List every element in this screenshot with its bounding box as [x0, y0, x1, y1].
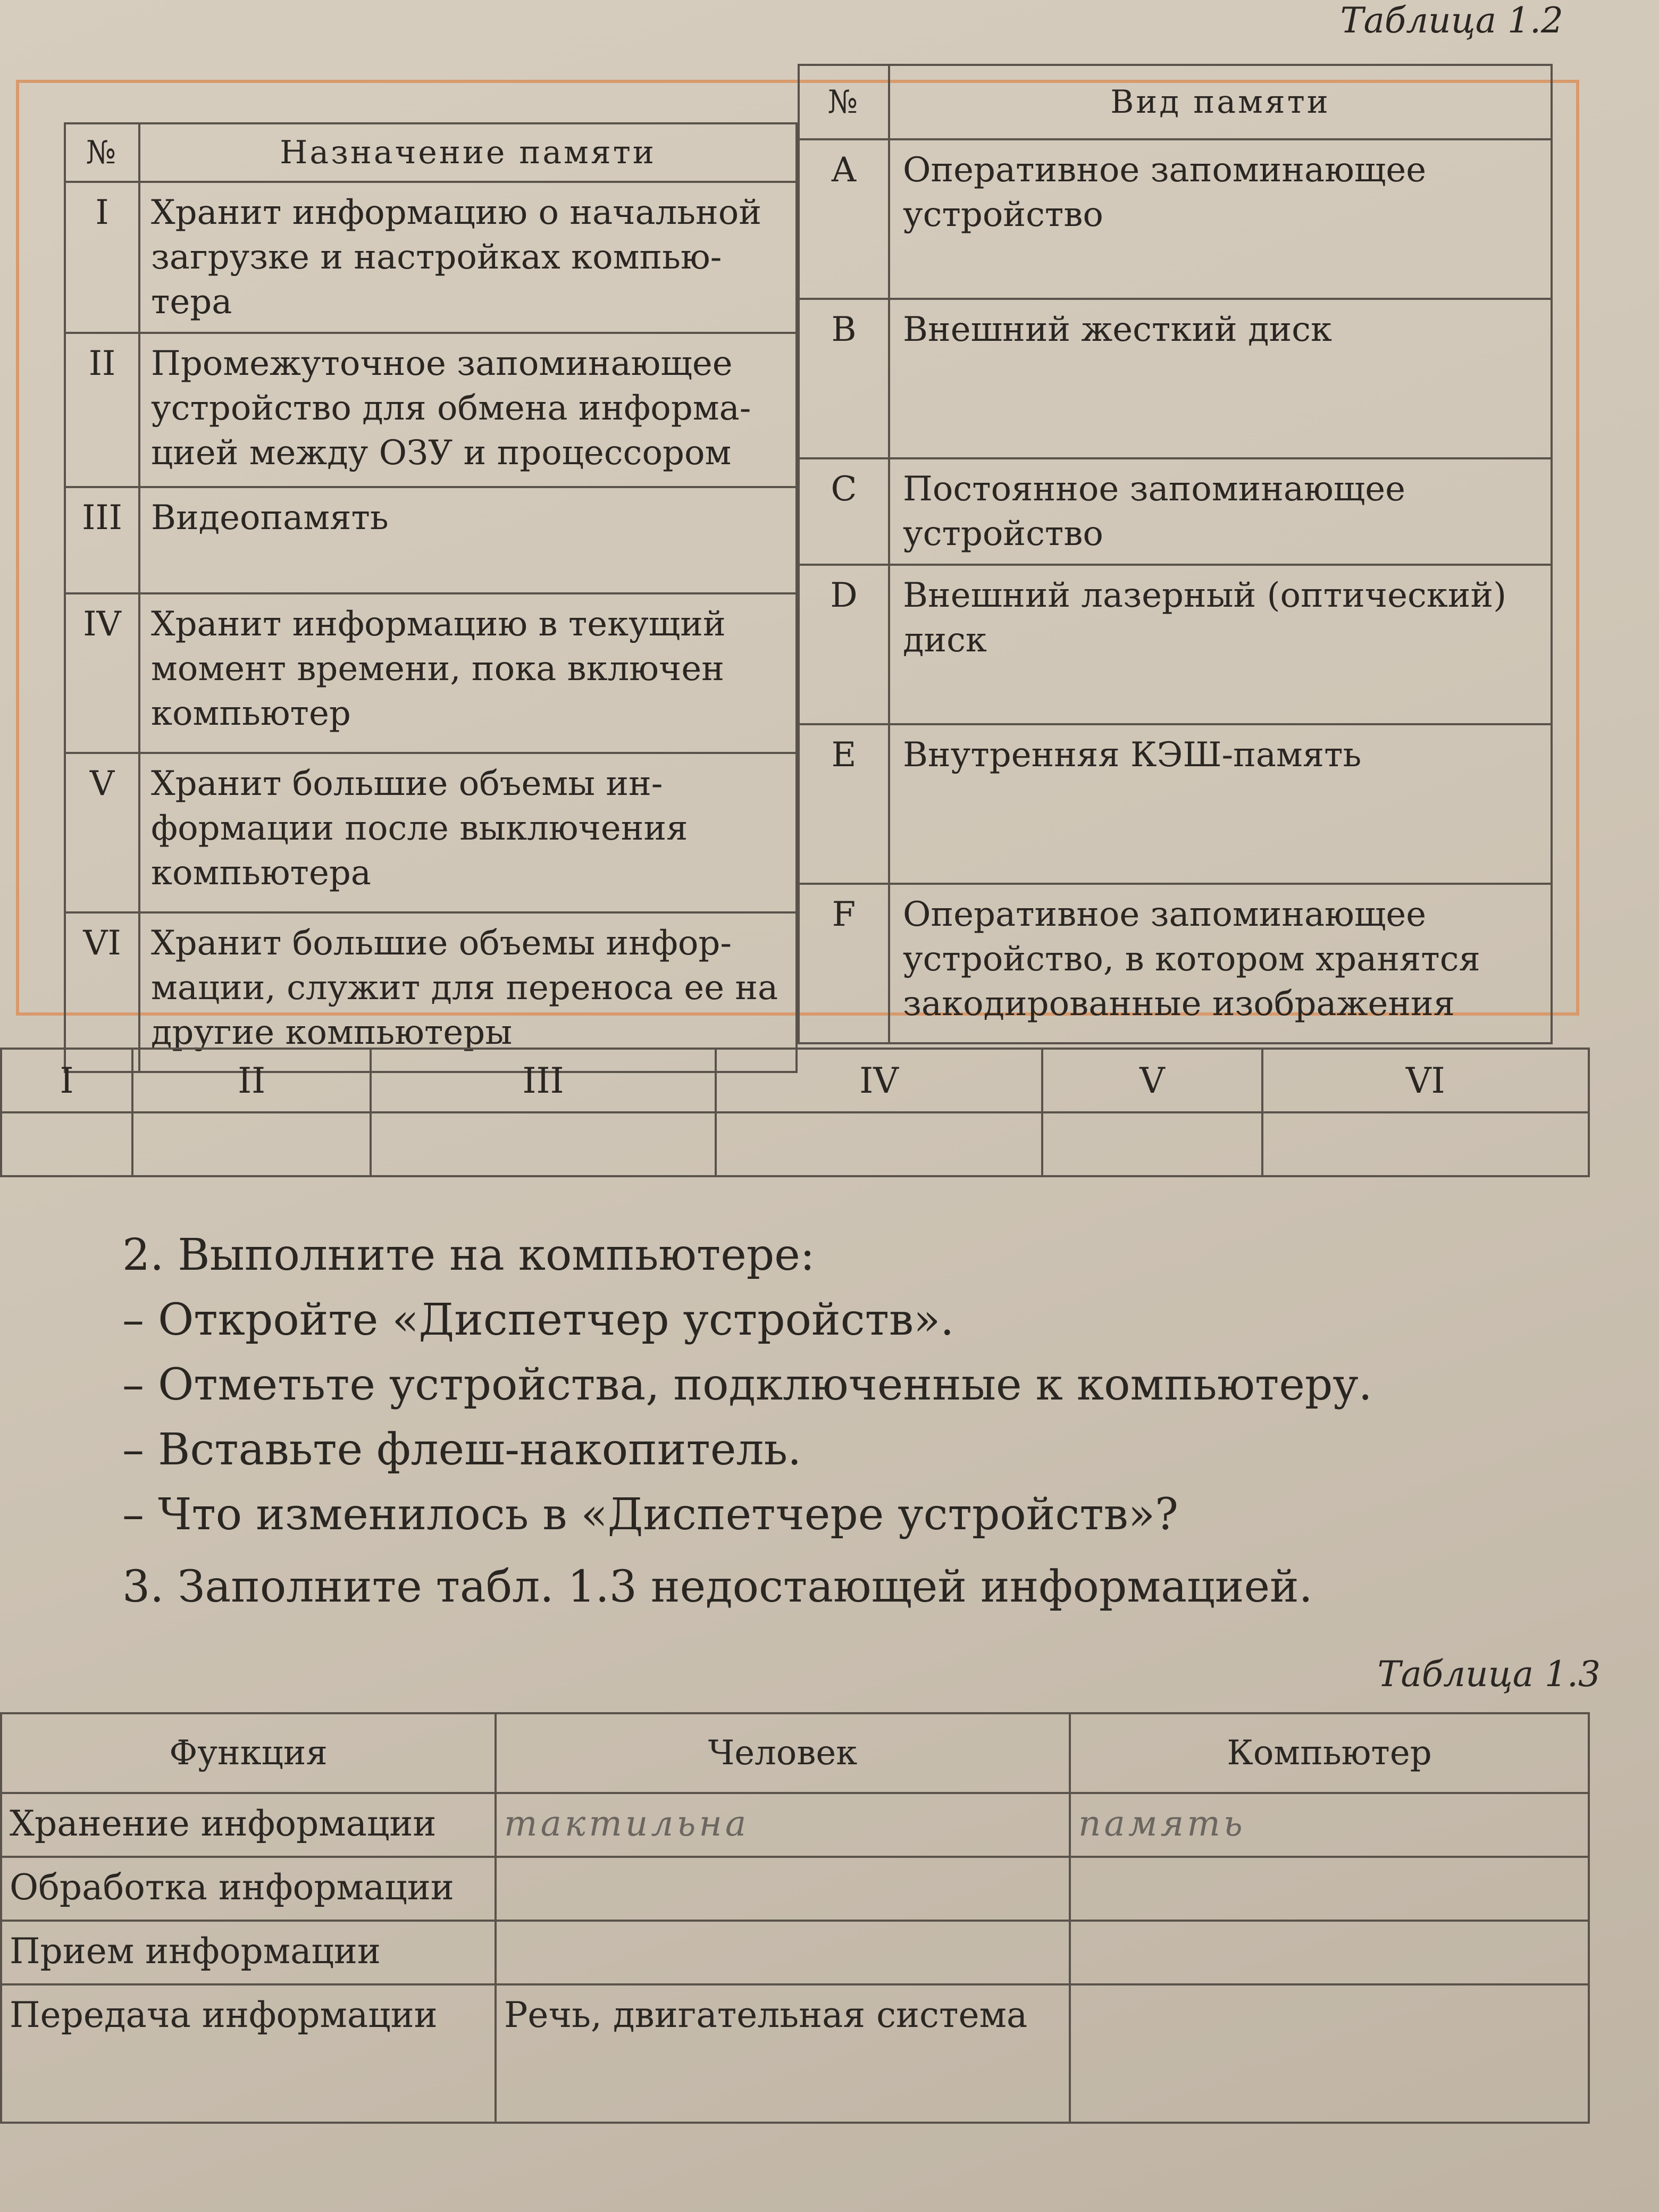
function-cell: Хранение информации — [1, 1793, 496, 1857]
memory-type-text: Постоянное запоминающее устройство — [889, 458, 1552, 565]
table-1-2-caption: Таблица 1.2 — [1340, 0, 1563, 41]
answer-blank-cell[interactable] — [1262, 1112, 1589, 1176]
answer-header-cell: II — [132, 1049, 371, 1112]
column-header-computer: Компьютер — [1070, 1713, 1589, 1793]
row-letter: A — [799, 139, 889, 299]
row-number: II — [65, 333, 139, 487]
row-letter: E — [799, 724, 889, 884]
handwritten-answer[interactable]: память — [1070, 1793, 1589, 1857]
table-1-3-caption: Таблица 1.3 — [1377, 1654, 1601, 1695]
memory-type-text: Оперативное запоминающее устройство, в котором хранятся закодированные изображения — [889, 884, 1552, 1043]
table-row — [65, 333, 797, 487]
answer-cell[interactable] — [496, 1857, 1070, 1921]
table-header-row — [1, 1713, 1589, 1793]
memory-type-table — [798, 64, 1553, 1044]
row-number: III — [65, 487, 139, 593]
table-row — [799, 724, 1552, 884]
table-row — [799, 458, 1552, 565]
answer-cell[interactable]: Речь, двигательная система — [496, 1984, 1070, 2123]
task-2-item: – Вставьте флеш-накопитель. — [122, 1425, 802, 1475]
function-cell: Прием информации — [1, 1921, 496, 1984]
table-header-row — [65, 123, 797, 182]
row-number: VI — [65, 912, 139, 1072]
column-header-purpose: Назначение памяти — [139, 123, 797, 182]
memory-type-text: Внешний лазерный (оптический) диск — [889, 565, 1552, 724]
row-letter: F — [799, 884, 889, 1043]
row-number: V — [65, 753, 139, 912]
table-row — [65, 182, 797, 333]
row-number: I — [65, 182, 139, 333]
table-row — [799, 139, 1552, 299]
purpose-text: Хранит информацию о начальной загрузке и настройках компью-тера — [139, 182, 797, 333]
row-number: IV — [65, 593, 139, 753]
answer-header-cell: IV — [716, 1049, 1042, 1112]
table-row — [799, 884, 1552, 1043]
row-letter: C — [799, 458, 889, 565]
table-row — [65, 487, 797, 593]
purpose-text: Видеопамять — [139, 487, 797, 593]
column-header-function: Функция — [1, 1713, 496, 1793]
answer-grid — [0, 1048, 1590, 1177]
row-letter: D — [799, 565, 889, 724]
task-2-title: 2. Выполните на компьютере: — [122, 1230, 815, 1280]
handwritten-answer[interactable]: тактильна — [496, 1793, 1070, 1857]
function-cell: Обработка информации — [1, 1857, 496, 1921]
table-row — [799, 565, 1552, 724]
answer-cell[interactable] — [1070, 1921, 1589, 1984]
table-row — [1, 1857, 1589, 1921]
answer-blank-cell[interactable] — [132, 1112, 371, 1176]
table-row — [1, 1921, 1589, 1984]
answer-header-cell: V — [1042, 1049, 1262, 1112]
answer-header-cell: III — [371, 1049, 716, 1112]
table-row — [65, 593, 797, 753]
answer-blank-cell[interactable] — [371, 1112, 716, 1176]
table-row — [1, 1793, 1589, 1857]
answer-header-row — [1, 1049, 1589, 1112]
purpose-text: Хранит большие объемы инфор-мации, служит для переноса ее на другие компьютеры — [139, 912, 797, 1072]
column-header-number: № — [65, 123, 139, 182]
answer-blank-cell[interactable] — [1042, 1112, 1262, 1176]
answer-header-cell: VI — [1262, 1049, 1589, 1112]
task-2-item: – Отметьте устройства, подключенные к компьютеру. — [122, 1360, 1372, 1410]
column-header-number: № — [799, 65, 889, 139]
task-list — [122, 1223, 1558, 1620]
answer-header-cell: I — [1, 1049, 132, 1112]
task-2-item: – Что изменилось в «Диспетчере устройств»? — [122, 1489, 1178, 1540]
row-letter: B — [799, 299, 889, 458]
answer-cell[interactable] — [1070, 1857, 1589, 1921]
task-2-item: – Откройте «Диспетчер устройств». — [122, 1295, 954, 1345]
function-cell: Передача информации — [1, 1984, 496, 2123]
table-row — [65, 753, 797, 912]
memory-type-text: Внешний жесткий диск — [889, 299, 1552, 458]
answer-blank-cell[interactable] — [716, 1112, 1042, 1176]
table-row — [799, 299, 1552, 458]
function-comparison-table — [0, 1712, 1590, 2124]
table-header-row — [799, 65, 1552, 139]
column-header-type: Вид памяти — [889, 65, 1552, 139]
purpose-text: Хранит большие объемы ин-формации после выключения компьютера — [139, 753, 797, 912]
table-row — [1, 1984, 1589, 2123]
answer-cell[interactable] — [1070, 1984, 1589, 2123]
column-header-human: Человек — [496, 1713, 1070, 1793]
answer-blank-cell[interactable] — [1, 1112, 132, 1176]
purpose-text: Промежуточное запоминающее устройство для обмена информа-цией между ОЗУ и процессором — [139, 333, 797, 487]
purpose-text: Хранит информацию в текущий момент времени, пока включен компьютер — [139, 593, 797, 753]
answer-cell[interactable] — [496, 1921, 1070, 1984]
memory-type-text: Внутренняя КЭШ-память — [889, 724, 1552, 884]
task-3-title: 3. Заполните табл. 1.3 недостающей информацией. — [122, 1562, 1313, 1612]
memory-type-text: Оперативное запоминающее устройство — [889, 139, 1552, 299]
answer-blank-row — [1, 1112, 1589, 1176]
memory-purpose-table — [64, 122, 798, 1073]
